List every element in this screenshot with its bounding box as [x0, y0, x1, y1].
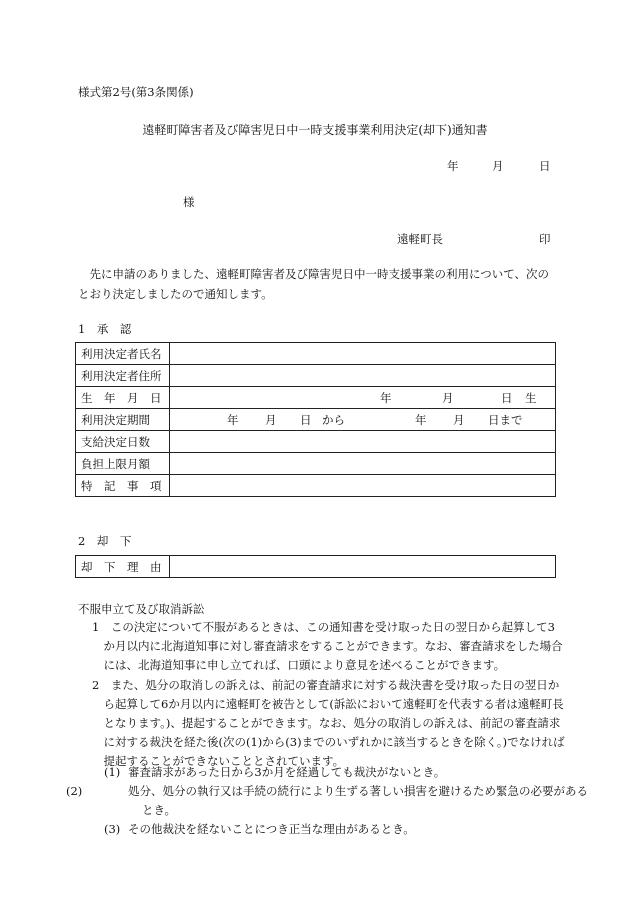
date-month-label: 月: [492, 159, 504, 173]
value-notes: [170, 475, 556, 497]
value-days: [170, 431, 556, 453]
label-address: 利用決定者住所: [76, 365, 170, 387]
section2-heading: 2 却 下: [78, 534, 132, 548]
approval-table: [75, 342, 556, 497]
table-row: [76, 453, 556, 475]
label-name: 利用決定者氏名: [76, 343, 170, 365]
label-notes: 特 記 事 項: [76, 475, 170, 497]
birth-day: 日: [501, 391, 513, 405]
appeal-paragraph-2: 2 また、処分の取消しの訴えは、前記の審査請求に対する裁決書を受け取った日の翌日から起算して6か月以内に遠軽町を被告として(訴訟において遠軽町を代表する者は遠軽町長となります。)、提起することができます。なお、処分の取消しの訴えは、前記の審査請求に対する裁決を経た後(次の(1)から(3)までのいずれかに該当するときを除く。)でなければ提起することができないこととされています。: [92, 678, 565, 768]
appeal-item-2: [66, 782, 592, 820]
appeal-paragraph-1: 1 この決定について不服があるときは、この通知書を受け取った日の翌日から起算して3か月以内に北海道知事に対し審査請求をすることができます。なお、審査請求をした場合には、北海道知事に申し立てれば、口頭により意見を述べることができます。: [92, 620, 563, 672]
table-row: [76, 475, 556, 497]
to-year: 年: [415, 413, 427, 427]
value-rejection-reason: [170, 556, 556, 578]
birth-month: 月: [442, 391, 454, 405]
item-number: (2): [66, 784, 83, 798]
table-row: [76, 387, 556, 409]
document-title: 遠軽町障害者及び障害児日中一時支援事業利用決定(却下)通知書: [142, 123, 488, 137]
issuer-name: 遠軽町長: [397, 232, 443, 246]
rejection-table: [75, 555, 556, 578]
item-text: 審査請求があった日から3か月を経過しても裁決がないとき。: [128, 765, 446, 779]
date-year-label: 年: [447, 159, 459, 173]
label-birthdate: 生 年 月 日: [76, 387, 170, 409]
table-row: [76, 343, 556, 365]
seal-mark: 印: [539, 232, 551, 246]
label-limit: 負担上限月額: [76, 453, 170, 475]
section1-heading: 1 承 認: [78, 322, 132, 336]
item-number: (3): [104, 822, 121, 836]
from-day: 日: [300, 413, 312, 427]
value-birthdate: [170, 387, 556, 409]
appeal-heading: 不服申立て及び取消訴訟: [78, 602, 205, 616]
from-month: 月: [265, 413, 277, 427]
label-period: 利用決定期間: [76, 409, 170, 431]
item-text: その他裁決を経ないことにつき正当な理由があるとき。: [128, 822, 415, 836]
value-name: [170, 343, 556, 365]
birth-suffix: 生: [525, 391, 537, 405]
value-limit: [170, 453, 556, 475]
table-row: [76, 365, 556, 387]
table-row: [76, 431, 556, 453]
appeal-item-3: [104, 820, 554, 839]
appeal-item-1: [104, 763, 554, 782]
to-month: 月: [453, 413, 465, 427]
date-day-label: 日: [539, 159, 551, 173]
from-label: から: [322, 413, 345, 427]
form-number: 様式第2号(第3条関係): [78, 85, 194, 99]
table-row: [76, 556, 556, 578]
label-rejection-reason: 却 下 理 由: [76, 556, 170, 578]
value-address: [170, 365, 556, 387]
value-period: [170, 409, 556, 431]
birth-year: 年: [380, 391, 392, 405]
label-days: 支給決定日数: [76, 431, 170, 453]
table-row: [76, 409, 556, 431]
to-day: 日まで: [488, 413, 523, 427]
from-year: 年: [227, 413, 239, 427]
intro-paragraph: 先に申請のありました、遠軽町障害者及び障害児日中一時支援事業の利用について、次のとおり決定しましたので通知します。: [78, 267, 550, 301]
item-text: 処分、処分の執行又は手続の続行により生ずる著しい損害を避けるため緊急の必要があるとき。: [128, 784, 588, 817]
addressee-honorific: 様: [183, 195, 195, 209]
item-number: (1): [104, 765, 121, 779]
